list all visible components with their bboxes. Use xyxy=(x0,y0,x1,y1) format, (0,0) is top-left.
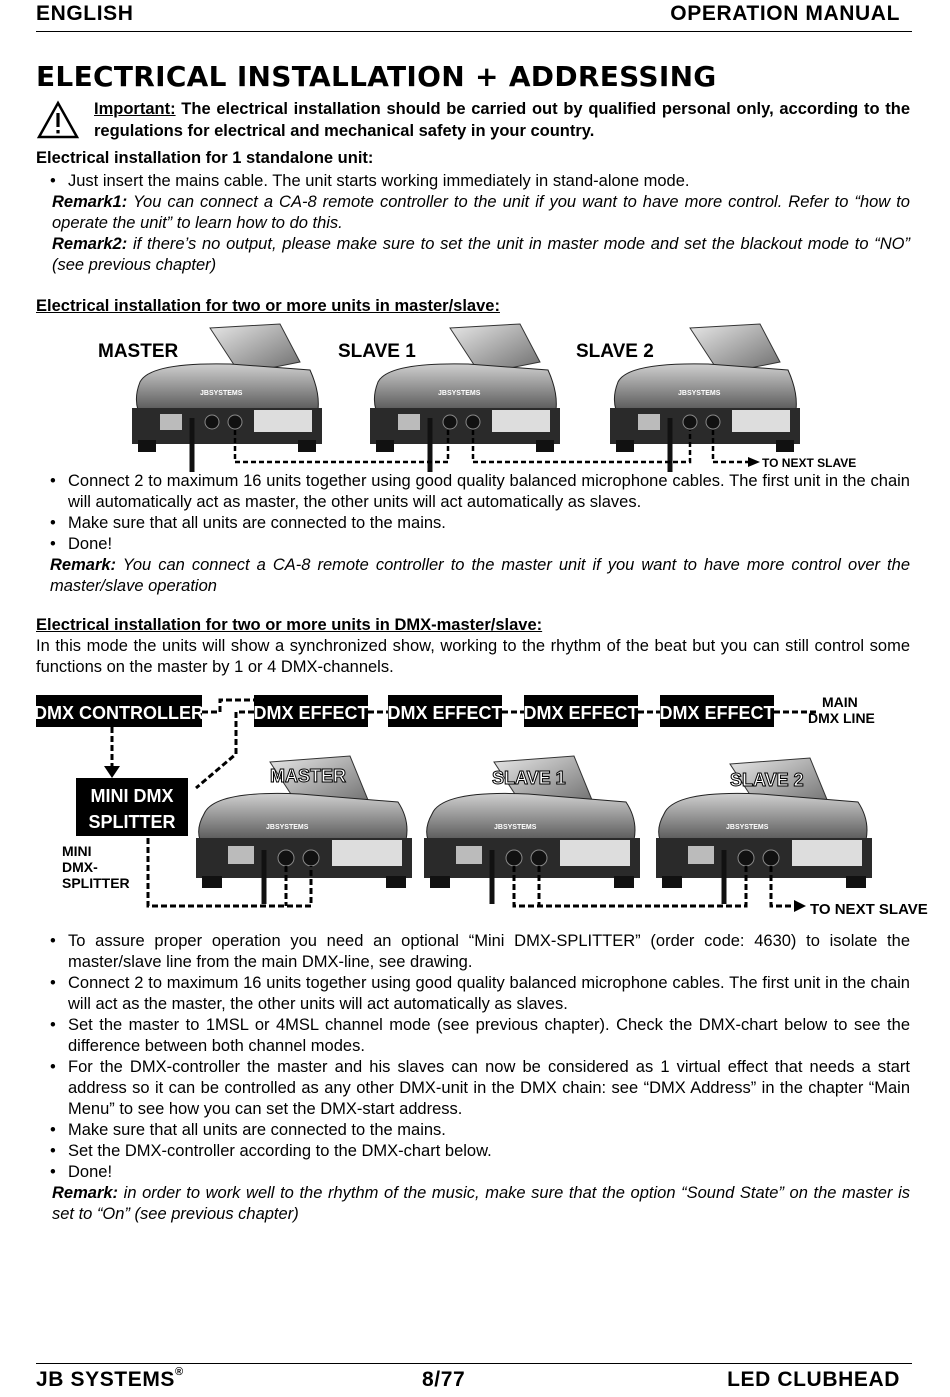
list-item: • Make sure that all units are connected to the mains. xyxy=(50,1120,910,1141)
standalone-remark1 xyxy=(52,192,910,234)
arrow-right-icon xyxy=(748,457,760,467)
splitter-side-label-2: DMX- xyxy=(62,859,98,875)
footer-product: LED CLUBHEAD xyxy=(727,1368,900,1391)
master-slave-heading: Electrical installation for two or more units in master/slave: xyxy=(36,297,500,315)
dmx-section-intro xyxy=(36,615,910,678)
dmx-heading: Electrical installation for two or more units in DMX-master/slave: xyxy=(36,616,543,634)
label-dmx-master: MASTER xyxy=(270,766,346,786)
mini-dmx-splitter-box xyxy=(76,778,188,836)
standalone-remark2 xyxy=(52,234,910,276)
dmx-diagram xyxy=(0,690,950,922)
page-number: 8/77 xyxy=(422,1368,466,1391)
list-item: • Make sure that all units are connected to the mains. xyxy=(50,513,910,534)
brand-label: JBSYSTEMS xyxy=(266,824,309,831)
master-slave-section xyxy=(36,471,910,597)
splitter-label-2: SPLITTER xyxy=(88,812,176,832)
footer-brand-text: JB SYSTEMS xyxy=(36,1368,176,1391)
label-dmx-to-next-slave: TO NEXT SLAVE xyxy=(810,901,928,918)
brand-slave-2: JBSYSTEMS xyxy=(678,390,721,397)
page-header xyxy=(36,2,912,32)
registered-mark: ® xyxy=(175,1366,184,1378)
remark-label: Remark: xyxy=(50,556,117,574)
master-slave-diagram xyxy=(0,322,950,472)
main-line-label-1: MAIN xyxy=(822,694,858,710)
dmx-effect-box-3 xyxy=(524,695,639,727)
dmx-effect-label: DMX EFFECT xyxy=(253,703,369,723)
label-dmx-slave-1: SLAVE 1 xyxy=(492,768,566,788)
brand-slave-1: JBSYSTEMS xyxy=(438,390,481,397)
effect-to-splitter-line xyxy=(196,712,254,788)
brand-master: JBSYSTEMS xyxy=(200,390,243,397)
dmx-controller-label: DMX CONTROLLER xyxy=(34,703,204,723)
splitter-side-label-1: MINI xyxy=(62,843,92,859)
footer-brand xyxy=(36,1368,184,1392)
header-language: ENGLISH xyxy=(36,2,134,25)
label-slave-2: SLAVE 2 xyxy=(576,341,654,362)
dmx-effect-box-1 xyxy=(254,695,369,727)
label-slave-1: SLAVE 1 xyxy=(338,341,416,362)
remark-text: You can connect a CA-8 remote controller to the unit if you want to have more control. Refer to “how to operate the unit” to learn how to do this. xyxy=(52,193,910,232)
remark-label: Remark1: xyxy=(52,193,128,211)
arrow-right-icon xyxy=(794,900,806,912)
remark-label: Remark2: xyxy=(52,235,128,253)
label-dmx-slave-2: SLAVE 2 xyxy=(730,770,804,790)
list-item: • Connect 2 to maximum 16 units together using good quality balanced microphone cables. The first unit in the chain will automatically act as master, the other units will act automatically as slaves. xyxy=(50,471,910,513)
list-item: • Set the DMX-controller according to the DMX-chart below. xyxy=(50,1141,910,1162)
list-item: • Connect 2 to maximum 16 units together using good quality balanced microphone cables. The first unit in the chain will act as the master, the other units will act automatically as slaves. xyxy=(50,973,910,1015)
dmx-intro: In this mode the units will show a synchronized show, working to the rhythm of the beat but you can still control some functions on the master by 1 or 4 DMX-channels. xyxy=(36,637,910,676)
list-item: • Done! xyxy=(50,534,910,555)
header-manual-title: OPERATION MANUAL xyxy=(670,2,900,25)
brand-label: JBSYSTEMS xyxy=(726,824,769,831)
dmx-remark xyxy=(52,1183,910,1225)
standalone-heading: Electrical installation for 1 standalone unit: xyxy=(36,149,374,167)
remark-text: if there’s no output, please make sure to set the unit in master mode and set the blackout mode to “NO” (see previous chapter) xyxy=(52,235,910,274)
dmx-effect-label: DMX EFFECT xyxy=(659,703,775,723)
dmx-effect-box-2 xyxy=(388,695,503,727)
dmx-section xyxy=(36,931,910,1225)
warning-triangle-icon xyxy=(36,100,80,140)
label-master: MASTER xyxy=(98,341,179,362)
dmx-controller-box xyxy=(34,695,204,727)
list-item: • For the DMX-controller the master and his slaves can now be considered as 1 virtual effect that needs a start address so it can be controlled as any other DMX-unit in the DMX chain: see “DMX Address” in the chapter “Main Menu” to see how you can set the DMX-start address. xyxy=(50,1057,910,1120)
main-line-label-2: DMX LINE xyxy=(808,710,875,726)
master-slave-heading-wrap xyxy=(36,296,910,317)
important-label: Important: xyxy=(94,100,176,118)
splitter-label-1: MINI DMX xyxy=(90,786,174,806)
dmx-effect-box-4 xyxy=(660,695,775,727)
brand-label: JBSYSTEMS xyxy=(494,824,537,831)
important-text: The electrical installation should be carried out by qualified personal only, according to the regulations for electrical and mechanical safety in your country. xyxy=(94,100,910,140)
label-to-next-slave: TO NEXT SLAVE xyxy=(762,456,857,470)
list-item: • Set the master to 1MSL or 4MSL channel mode (see previous chapter). Check the DMX-chart below to see the difference between both channel modes. xyxy=(50,1015,910,1057)
dmx-effect-label: DMX EFFECT xyxy=(387,703,503,723)
remark-text: You can connect a CA-8 remote controller to the master unit if you want to have more control over the master/slave operation xyxy=(50,556,910,595)
master-slave-remark xyxy=(50,555,910,597)
page-title: ELECTRICAL INSTALLATION + ADDRESSING xyxy=(36,60,717,93)
list-item: • To assure proper operation you need an optional “Mini DMX-SPLITTER” (order code: 4630) to isolate the master/slave line from the main DMX-line, see drawing. xyxy=(50,931,910,973)
splitter-side-label-3: SPLITTER xyxy=(62,875,130,891)
list-item: • Just insert the mains cable. The unit starts working immediately in stand-alone mode. xyxy=(50,171,910,192)
list-item: • Done! xyxy=(50,1162,910,1183)
page-footer xyxy=(36,1363,912,1395)
remark-label: Remark: xyxy=(52,1184,119,1202)
standalone-section xyxy=(36,148,910,276)
arrow-down-icon xyxy=(104,766,120,778)
remark-text: in order to work well to the rhythm of the music, make sure that the option “Sound State” on the master is set to “On” (see previous chapter) xyxy=(52,1184,910,1223)
dmx-effect-label: DMX EFFECT xyxy=(523,703,639,723)
important-notice xyxy=(94,98,910,142)
